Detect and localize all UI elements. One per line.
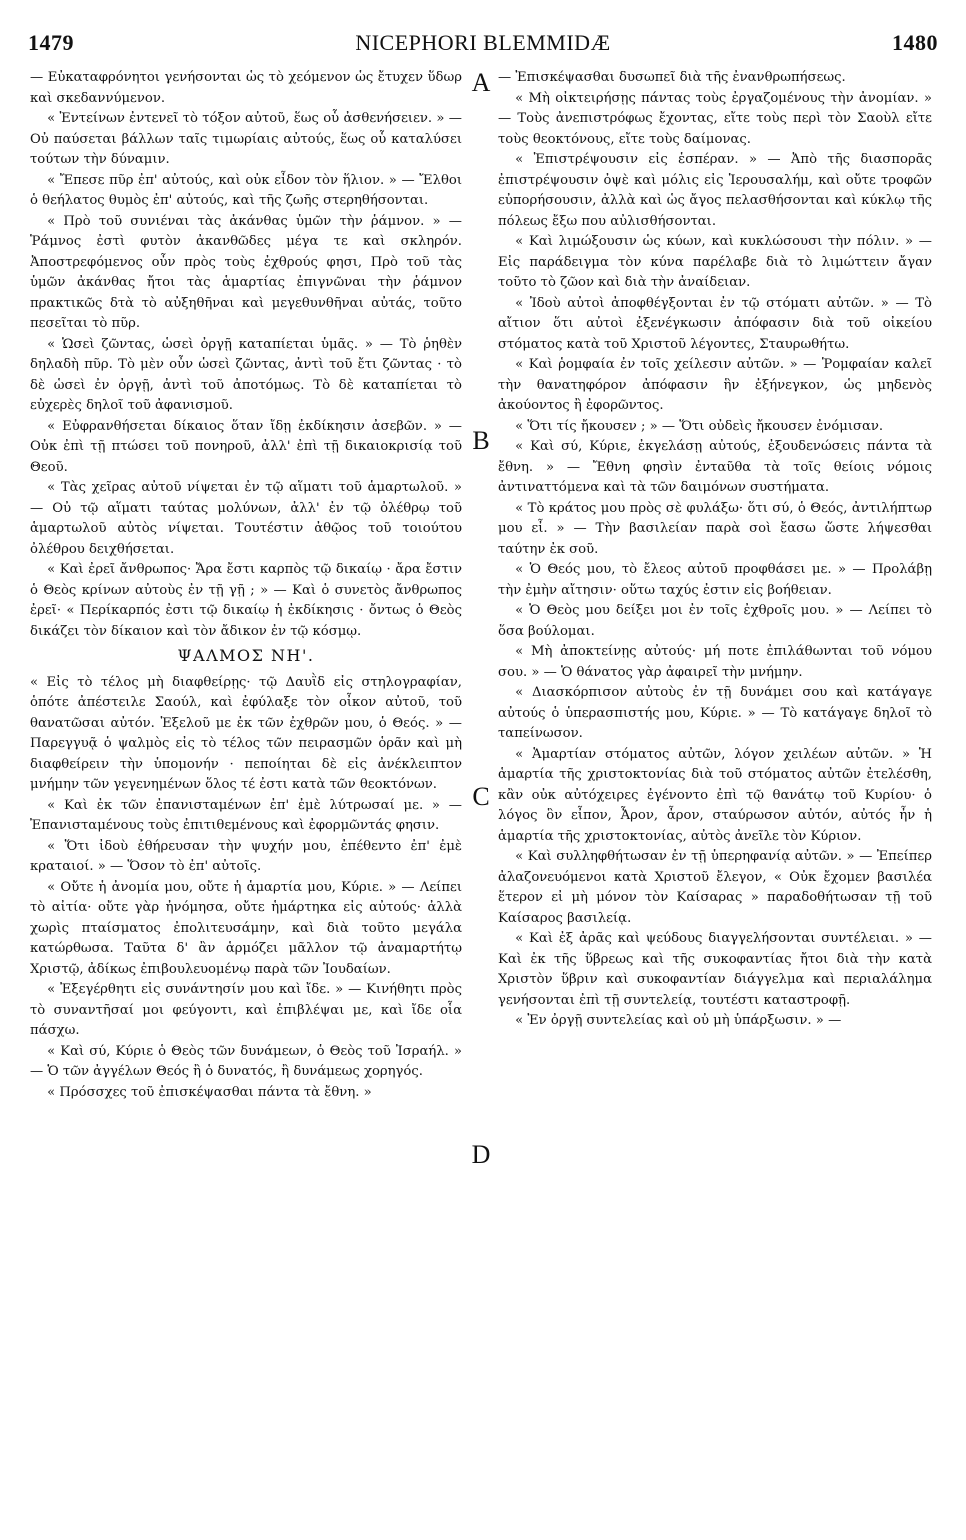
paragraph: « Ὁ Θεός μου, τὸ ἔλεος αὐτοῦ προφθάσει με. » — Προλάβῃ τὴν ἐμὴν αἴτησιν· οὕτω ταχύς ἐστιν εἰς βοήθειαν.	[498, 562, 932, 598]
paragraph: « Καὶ ἐξ ἀρᾶς καὶ ψεύδους διαγγελήσονται συντέλειαι. » — Καὶ ἐκ τῆς ὕβρεως καὶ τῆς συκοφαντίας ἤτοι διὰ τὴν κατὰ Χριστὸν ὕβριν καὶ συκοφαντίαν διάγγελμα καὶ περιαλάλημα γενήσονται ἐπὶ τῇ συντελείᾳ, τουτέστι καταστροφῇ.	[498, 931, 932, 1008]
left-page-number: 1479	[28, 30, 74, 55]
running-header	[28, 30, 938, 62]
psalm-heading: ΨΑΛΜΟΣ ΝΗ'.	[177, 646, 315, 665]
right-column	[498, 68, 932, 1522]
paragraph: « Ἐπιστρέψουσιν εἰς ἑσπέραν. » — Ἀπὸ τῆς διασπορᾶς ἐπιστρέψουσιν ὀψὲ καὶ μόλις εἰς Ἱερουσαλήμ, καὶ οὔτε τροφῶν εὐπορήσουσιν, ἀλλὰ καὶ ὡς ἄγος πελασθήσονται καὶ κύκλῳ τῆς πόλεως ἔξω που αὐλισθήσονται.	[498, 152, 932, 229]
paragraph: « Μὴ ἀποκτείνῃς αὐτούς· μή ποτε ἐπιλάθωνται τοῦ νόμου σου. » — Ὁ θάνατος γὰρ ἀφαιρεῖ τὴν μνήμην.	[498, 644, 932, 680]
paragraph: « Μὴ οἰκτειρήσῃς πάντας τοὺς ἐργαζομένους τὴν ἀνομίαν. » — Τοὺς ἀνεπιστρόφως ἔχοντας, εἴτε τοὺς περὶ τὸν Σαοὺλ εἴτε τοὺς θεοκτόνους, εἴτε τοὺς δαίμονας.	[498, 90, 932, 147]
paragraph: « Καὶ ἐρεῖ ἄνθρωπος· Ἄρα ἔστι καρπὸς τῷ δικαίῳ · ἄρα ἔστιν ὁ Θεὸς κρίνων αὐτοὺς ἐν τῇ γῇ ; » — Καὶ ὁ συνετὸς ἄνθρωπος ἐρεῖ· « Περίκαρπός ἐστι τῷ δικαίῳ ἡ ἐκδίκησις · ὄντως ὁ Θεὸς δικάζει τὸν δίκαιον καὶ τὸν ἄδικον ἐν τῷ κόσμῳ.	[30, 562, 462, 639]
paragraph: « Οὔτε ἡ ἀνομία μου, οὔτε ἡ ἁμαρτία μου, Κύριε. » — Λείπει τὸ αἰτία· οὔτε γὰρ ἠνόμησα, οὔτε ἡμάρτηκα εἰς αὐτούς· ἀλλὰ χωρὶς πταίσματος ἐπολιτευσάμην, καὶ διὰ τοῦτο μεγάλα κατώρθωσα. Ταῦτα δ' ἂν ἁρμόζει μᾶλλον τῷ ἀναμαρτήτῳ Χριστῷ, ἀδίκως ἐπιβουλευομένῳ παρὰ τῶν Ἰουδαίων.	[30, 879, 462, 977]
paragraph: — Ἐπισκέψασθαι δυσωπεῖ διὰ τῆς ἐνανθρωπήσεως.	[498, 70, 846, 85]
paragraph: « Ὅτι ἰδοὺ ἐθήρευσαν τὴν ψυχήν μου, ἐπέθεντο ἐπ' ἐμὲ κραταιοί. » — Ὅσον τὸ ἐπ' αὐτοῖς.	[30, 838, 462, 874]
section-marker-a: A	[471, 68, 491, 97]
paragraph: « Πρόσσχες τοῦ ἐπισκέψασθαι πάντα τὰ ἔθνη. »	[47, 1084, 372, 1100]
right-page-number: 1480	[892, 30, 938, 55]
paragraph: « Καὶ σύ, Κύριε, ἐκγελάσῃ αὐτούς, ἐξουδενώσεις πάντα τὰ ἔθνη. » — Ἔθνη φησὶν ἐνταῦθα τὰ τοῖς θείοις νόμοις ἀντιναττόμενα καὶ τὰ τῶν δαιμόνων συστήματα.	[498, 439, 932, 495]
paragraph: « Καὶ λιμώξουσιν ὡς κύων, καὶ κυκλώσουσι τὴν πόλιν. » — Εἰς παράδειγμα τὸν κύνα παρέλαβε διὰ τὸ λιμώττειν ἄγαν τοῦτο τὸ ζῶον καὶ διὰ τὴν ἀναίδειαν.	[498, 234, 932, 290]
paragraph: « Καὶ ἐκ τῶν ἐπανισταμένων ἐπ' ἐμὲ λύτρωσαί με. » — Ἐπανισταμένους τοὺς ἐπιτιθεμένους καὶ ἐφορμῶντάς φησιν.	[30, 797, 462, 833]
paragraph: « Τὰς χεῖρας αὐτοῦ νίψεται ἐν τῷ αἵματι τοῦ ἁμαρτωλοῦ. » — Οὐ τῷ αἵματι ταύτας μολύνων, ἀλλ' ἐν τῷ ὀλέθρῳ τοῦ ἁμαρτωλοῦ αὐτὸς νίψεται. Τουτέστιν ἀθῷος τοῦ τοιούτου ὀλέθρου δειχθήσεται.	[30, 480, 462, 557]
section-marker-b: B	[472, 426, 490, 455]
paragraph: « Καὶ σύ, Κύριε ὁ Θεὸς τῶν δυνάμεων, ὁ Θεὸς τοῦ Ἰσραήλ. » — Ὁ τῶν ἀγγέλων Θεός ἢ ὁ δυνατός, ἢ δυνάμεως χορηγός.	[30, 1043, 462, 1079]
paragraph: « Ὁ Θεὸς μου δείξει μοι ἐν τοῖς ἐχθροῖς μου. » — Λείπει τὸ ὅσα βούλομαι.	[498, 603, 932, 639]
section-marker-c: C	[472, 782, 490, 811]
paragraph: « Καὶ συλληφθήτωσαν ἐν τῇ ὑπερηφανίᾳ αὐτῶν. » — Ἐπείπερ ἀλαζονευόμενοι κατὰ Χριστοῦ ἔλεγον, « Οὐκ ἔχομεν βασιλέα ἕτερον εἰ μὴ μόνον τὸν Καίσαρας » παραδοθήτωσαν τῇ τοῦ Καίσαρος βασιλείᾳ.	[498, 849, 932, 926]
paragraph: « Ἔπεσε πῦρ ἐπ' αὐτούς, καὶ οὐκ εἶδον τὸν ἥλιον. » — Ἔλθοι ὁ θεήλατος θυμὸς ἐπ' αὐτούς, καὶ τῆς ζωῆς στερηθήσονται.	[30, 172, 462, 208]
paragraph: — Εὐκαταφρόνητοι γενήσονται ὡς τὸ χεόμενον ὡς ἔτυχεν ὕδωρ καὶ σκεδαννύμενον.	[30, 70, 462, 106]
paragraph: « Ἐξεγέρθητι εἰς συνάντησίν μου καὶ ἴδε. » — Κινήθητι πρὸς τὸ συναντῆσαί μοι φεύγοντι, καὶ ἐπιβλέψαι με, καὶ ἴδε οἷα πάσχω.	[30, 982, 462, 1038]
paragraph: « Τὸ κράτος μου πρὸς σὲ φυλάξω· ὅτι σύ, ὁ Θεός, ἀντιλήπτωρ μου εἶ. » — Τὴν βασιλείαν παρὰ σοὶ ἔασω ὥστε λήψεσθαι ταύτην ἐκ σοῦ.	[498, 500, 932, 557]
paragraph: « Εἰς τὸ τέλος μὴ διαφθείρῃς· τῷ Δαυῒδ εἰς στηλογραφίαν, ὁπότε ἀπέστειλε Σαούλ, καὶ ἐφύλαξε τὸν οἶκον αὐτοῦ, τοῦ θανατῶσαι αὐτόν. Ἐξελοῦ με ἐκ τῶν ἐχθρῶν μου, ὁ Θεός. » — Παρεγγυᾷ ὁ ψαλμὸς εἰς τὸ τέλος τῶν πειρασμῶν ὁρᾶν καὶ μὴ διαφθείρειν τὴν ὑπομονήν · πεποίηται δὲ εἰς ἀνέκλειπτον μνήμην τῶν γεγενημένων ὅλος τέ ἐστι κατὰ τῶν θεοκτόνων.	[30, 674, 462, 792]
paragraph: « Εὐφρανθήσεται δίκαιος ὅταν ἴδῃ ἐκδίκησιν ἀσεβῶν. » — Οὐκ ἐπὶ τῇ πτώσει τοῦ πονηροῦ, ἀλλ' ἐπὶ τῇ δικαιοκρισίᾳ τοῦ Θεοῦ.	[30, 418, 462, 475]
paragraph: « Ἐν ὀργῇ συντελείας καὶ οὐ μὴ ὑπάρξωσιν. » —	[515, 1013, 842, 1028]
paragraph: « Ἁμαρτίαν στόματος αὐτῶν, λόγον χειλέων αὐτῶν. » Ἡ ἁμαρτία τῆς χριστοκτονίας διὰ τοῦ στόματος αὐτῶν ἐτελέσθη, κἂν οὐκ αὐτόχειρες ἐγένοντο ἐπὶ τῷ θανάτῳ τοῦ Κυρίου· ὁ λόγος ὃν εἶπον, Ἆρον, ἆρον, σταύρωσον αὐτόν, αὐτός ἦν ἡ ἁμαρτία τῆς χριστοκτονίας, αὐτὸς ἀνεῖλε τὸν Κύριον.	[498, 746, 932, 844]
paragraph: « Ἰδοὺ αὐτοὶ ἀποφθέγξονται ἐν τῷ στόματι αὐτῶν. » — Τὸ αἴτιον ὅτι αὐτοὶ ἐξενέγκωσιν ἀπόφασιν διὰ τοῦ οἰκείου στόματος κατὰ τοῦ Χριστοῦ λέγοντες, Σταυρωθήτω.	[498, 295, 932, 352]
paragraph: « Ὡσεὶ ζῶντας, ὡσεὶ ὀργῇ καταπίεται ὑμᾶς. » — Τὸ ῥηθὲν δηλαδὴ πῦρ. Τὸ μὲν οὖν ὡσεὶ ζῶντας, ἀντὶ τοῦ ἔτι ζῶντας · τὸ δὲ ὡσεὶ ἐν ὀργῇ, ἀντὶ τοῦ ἀποτόμως. Τὸ δὲ καταπίεται τὸ εὐχερὲς δηλοῖ τοῦ ἀφανισμοῦ.	[30, 336, 462, 413]
paragraph: « Πρὸ τοῦ συνιέναι τὰς ἀκάνθας ὑμῶν τὴν ῥάμνον. » — Ῥάμνος ἐστὶ φυτὸν ἀκανθῶδες μέγα τε καὶ σκληρόν. Ἀποστρεφόμενος οὖν πρὸς τοὺς ἐχθρούς φησι, Πρὸ τοῦ τὰς ὑμῶν ἀκάνθας ἤτοι τὰς ἁμαρτίας ἐπιγνῶναι τὴν ῥάμνον πρακτικῶς δτὰ τὸ αὐξηθῆναι καὶ μεγεθυνθῆναι αὐτάς, τοῦτο πεσεῖται τὸ πῦρ.	[30, 213, 462, 331]
paragraph: « Καὶ ῥομφαία ἐν τοῖς χείλεσιν αὐτῶν. » — Ῥομφαίαν καλεῖ τὴν θανατηφόρον ἀπόφασιν ἣν ἐξήνεγκον, ὡς μηδενὸς ἀκούοντος ἢ ἐφορῶντος.	[498, 357, 932, 413]
paragraph: « Ὅτι τίς ἤκουσεν ; » — Ὅτι οὐδεὶς ἤκουσεν ἐνόμισαν.	[515, 418, 884, 434]
paragraph: « Διασκόρπισον αὐτοὺς ἐν τῇ δυνάμει σου καὶ κατάγαγε αὐτούς ὁ ὑπερασπιστής μου, Κύριε. » — Τὸ κατάγαγε δηλοῖ τὸ ταπείνωσον.	[498, 685, 932, 741]
paragraph: « Ἐντείνων ἐντενεῖ τὸ τόξον αὐτοῦ, ἕως οὗ ἀσθενήσειεν. » — Οὐ παύσεται βάλλων ταῖς τιμωρίαις αὐτούς, ἕως οὗ καταλύσει τούτων τὴν δύναμιν.	[30, 111, 462, 167]
section-marker-d: D	[471, 1140, 491, 1169]
running-title: NICEPHORI BLEMMIDÆ	[355, 30, 611, 55]
left-column	[30, 68, 462, 1522]
